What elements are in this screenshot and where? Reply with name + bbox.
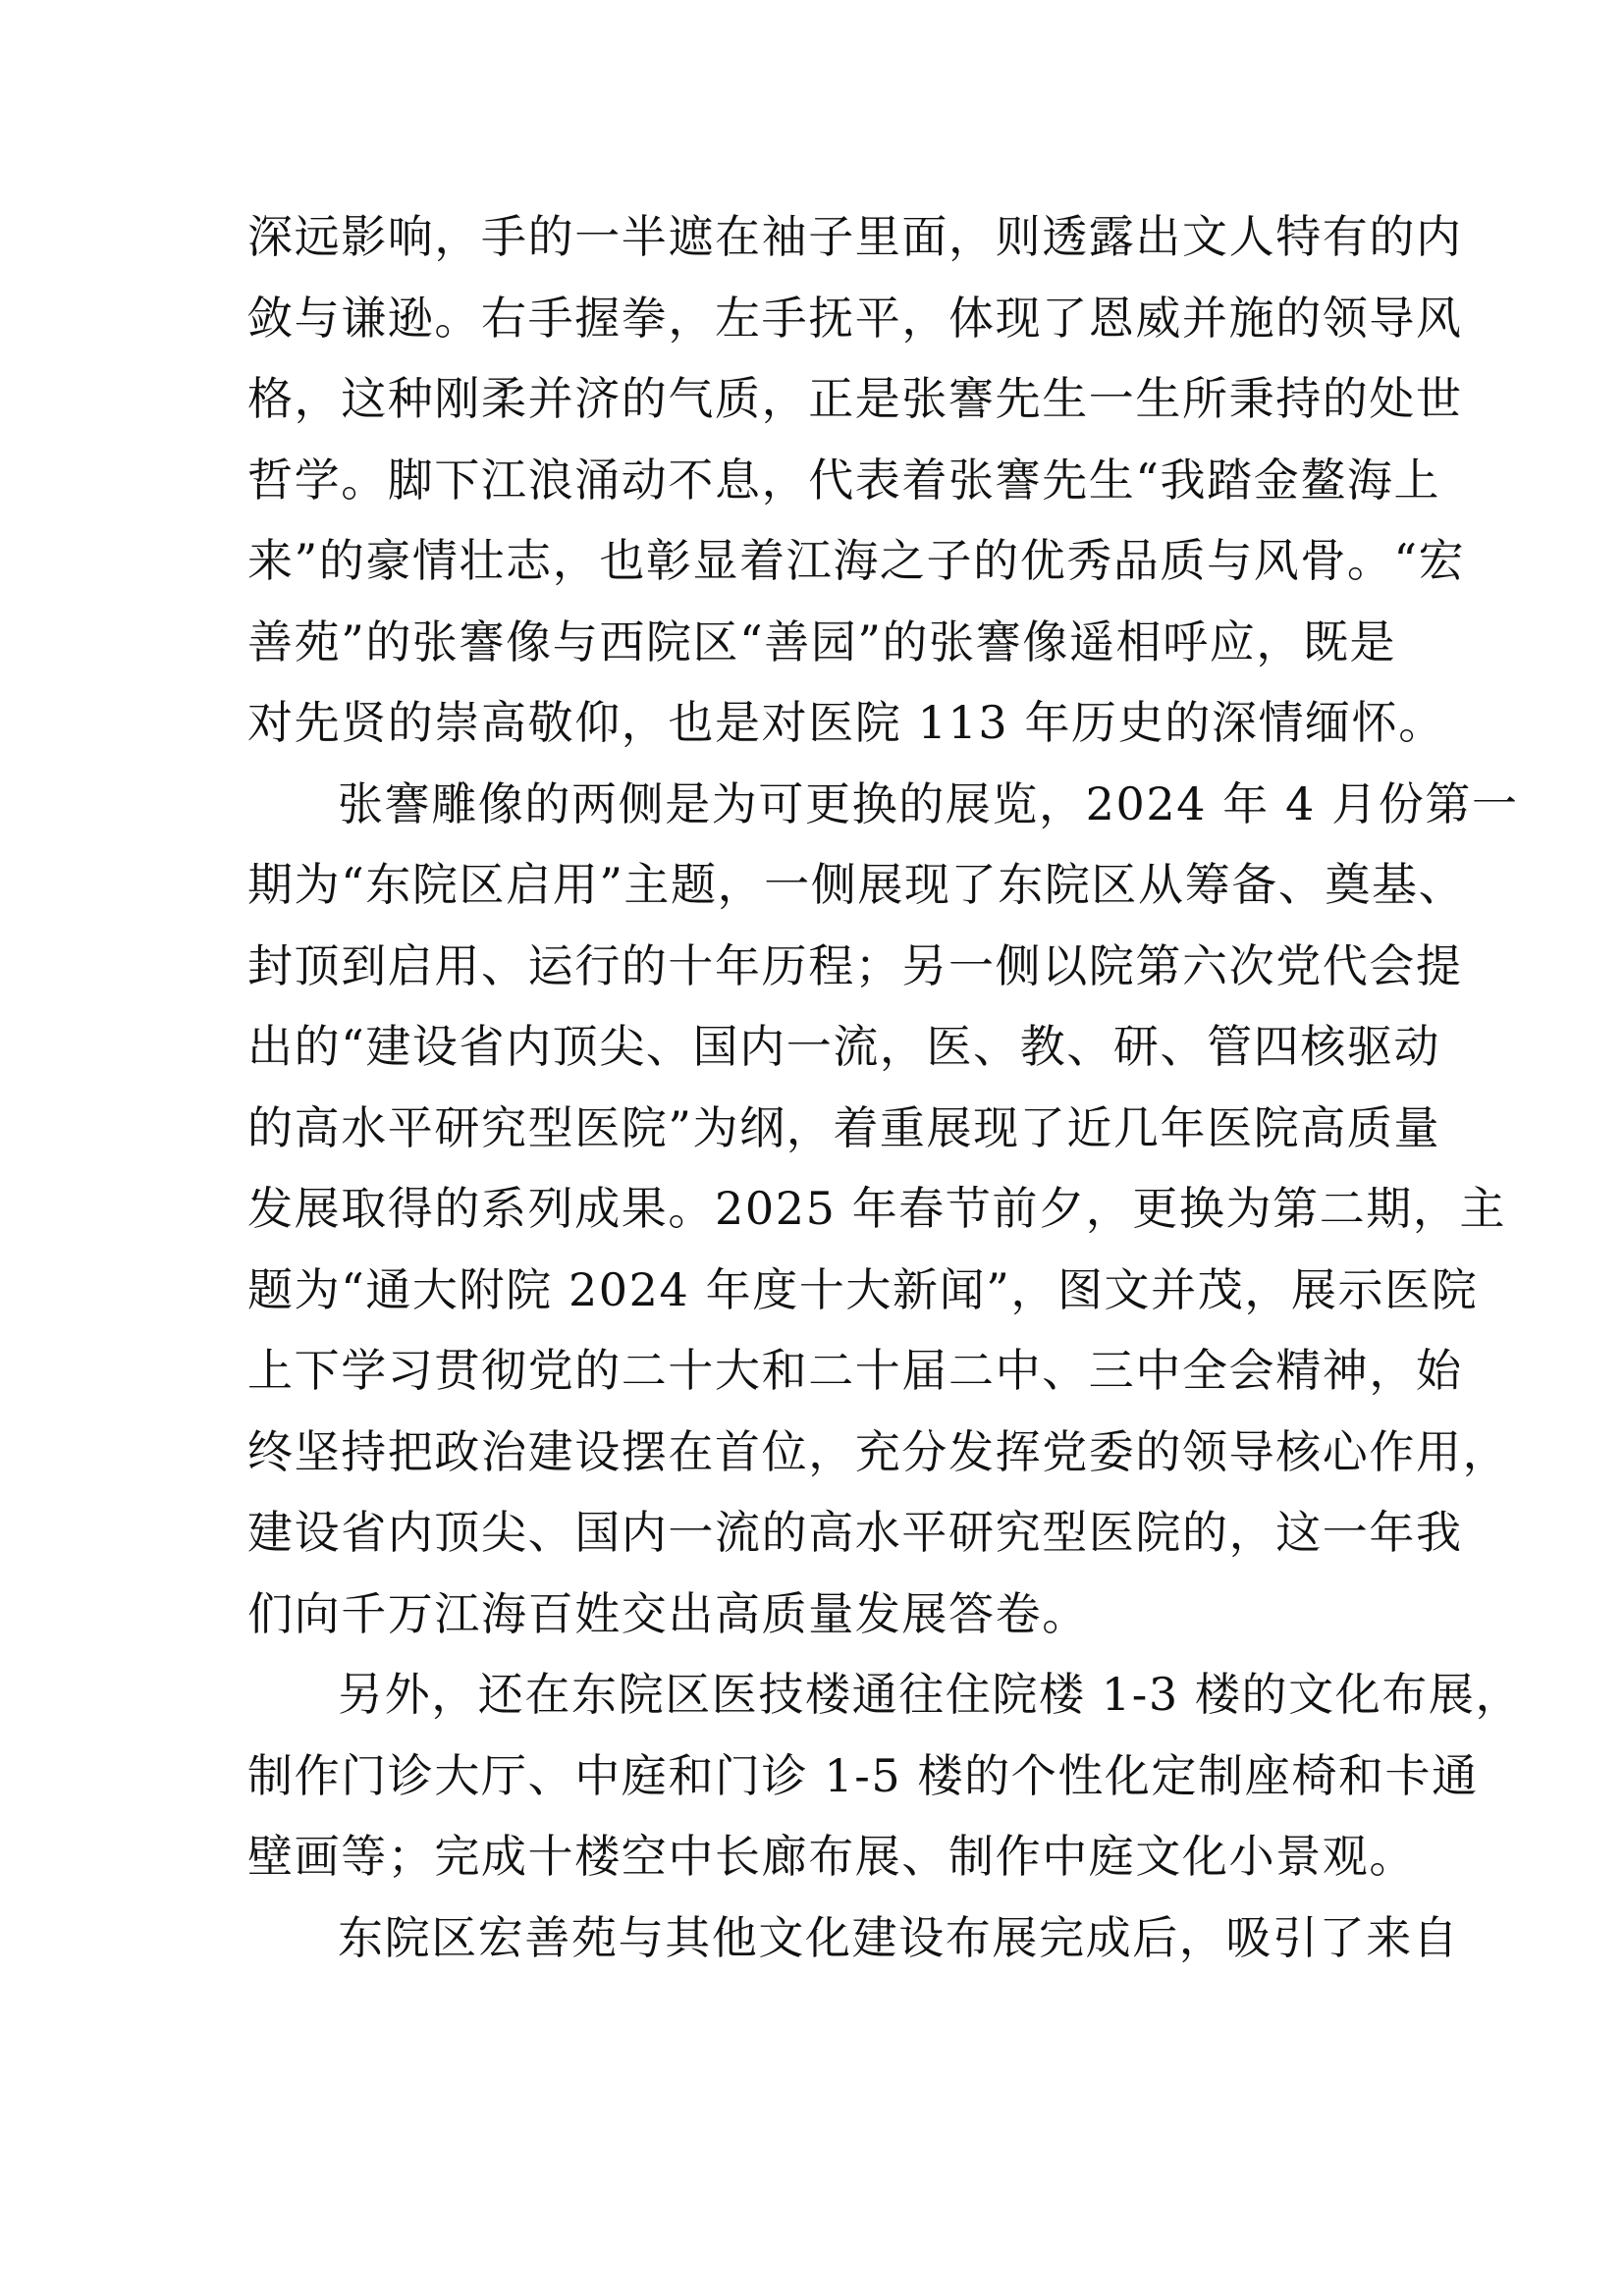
document-body <box>247 196 1523 1978</box>
text-line: 善苑”的张謇像与西院区“善园”的张謇像遥相呼应，既是 <box>247 614 1397 668</box>
text-line: 们向千万江海百姓交出高质量发展答卷。 <box>247 1586 1089 1640</box>
text-line: 的高水平研究型医院”为纲，着重展现了近几年医院高质量 <box>247 1100 1441 1154</box>
text-line: 格，这种刚柔并济的气质，正是张謇先生一生所秉持的处世 <box>247 372 1463 425</box>
text-line: 东院区宏善苑与其他文化建设布展完成后，吸引了来自 <box>338 1910 1460 1964</box>
text-line: 张謇雕像的两侧是为可更换的展览，2024 年 4 月份第一 <box>338 776 1519 830</box>
text-line: 上下学习贯彻党的二十大和二十届二中、三中全会精神，始 <box>247 1344 1463 1397</box>
text-line: 制作门诊大厅、中庭和门诊 1-5 楼的个性化定制座椅和卡通 <box>247 1748 1479 1802</box>
paragraph-2 <box>247 764 1519 1655</box>
text-line: 终坚持把政治建设摆在首位，充分发挥党委的领导核心作用， <box>247 1424 1510 1478</box>
text-line: 封顶到启用、运行的十年历程；另一侧以院第六次党代会提 <box>247 938 1463 992</box>
text-line: 建设省内顶尖、国内一流的高水平研究型医院的，这一年我 <box>247 1506 1463 1559</box>
text-line: 题为“通大附院 2024 年度十大新闻”，图文并茂，展示医院 <box>247 1262 1479 1316</box>
text-line: 哲学。脚下江浪涌动不息，代表着张謇先生“我踏金鳌海上 <box>247 453 1441 507</box>
text-line: 另外，还在东院区医技楼通往住院楼 1-3 楼的文化布展， <box>338 1668 1523 1721</box>
text-line: 出的“建设省内顶尖、国内一流，医、教、研、管四核驱动 <box>247 1020 1441 1073</box>
paragraph-3 <box>247 1654 1523 1897</box>
text-line: 壁画等；完成十楼空中长廊布展、制作中庭文化小景观。 <box>247 1830 1416 1883</box>
text-line: 深远影响，手的一半遮在袖子里面，则透露出文人特有的内 <box>247 210 1463 263</box>
paragraph-4 <box>247 1897 1460 1979</box>
text-line: 对先贤的崇高敬仰，也是对医院 113 年历史的深情缅怀。 <box>247 696 1445 749</box>
text-line: 敛与谦逊。右手握拳，左手抚平，体现了恩威并施的领导风 <box>247 291 1463 345</box>
text-line: 期为“东院区启用”主题，一侧展现了东院区从筹备、奠基、 <box>247 858 1466 911</box>
text-line: 发展取得的系列成果。2025 年春节前夕，更换为第二期，主 <box>247 1182 1507 1235</box>
text-line: 来”的豪情壮志，也彰显着江海之子的优秀品质与风骨。“宏 <box>247 534 1466 587</box>
paragraph-1 <box>247 196 1466 764</box>
